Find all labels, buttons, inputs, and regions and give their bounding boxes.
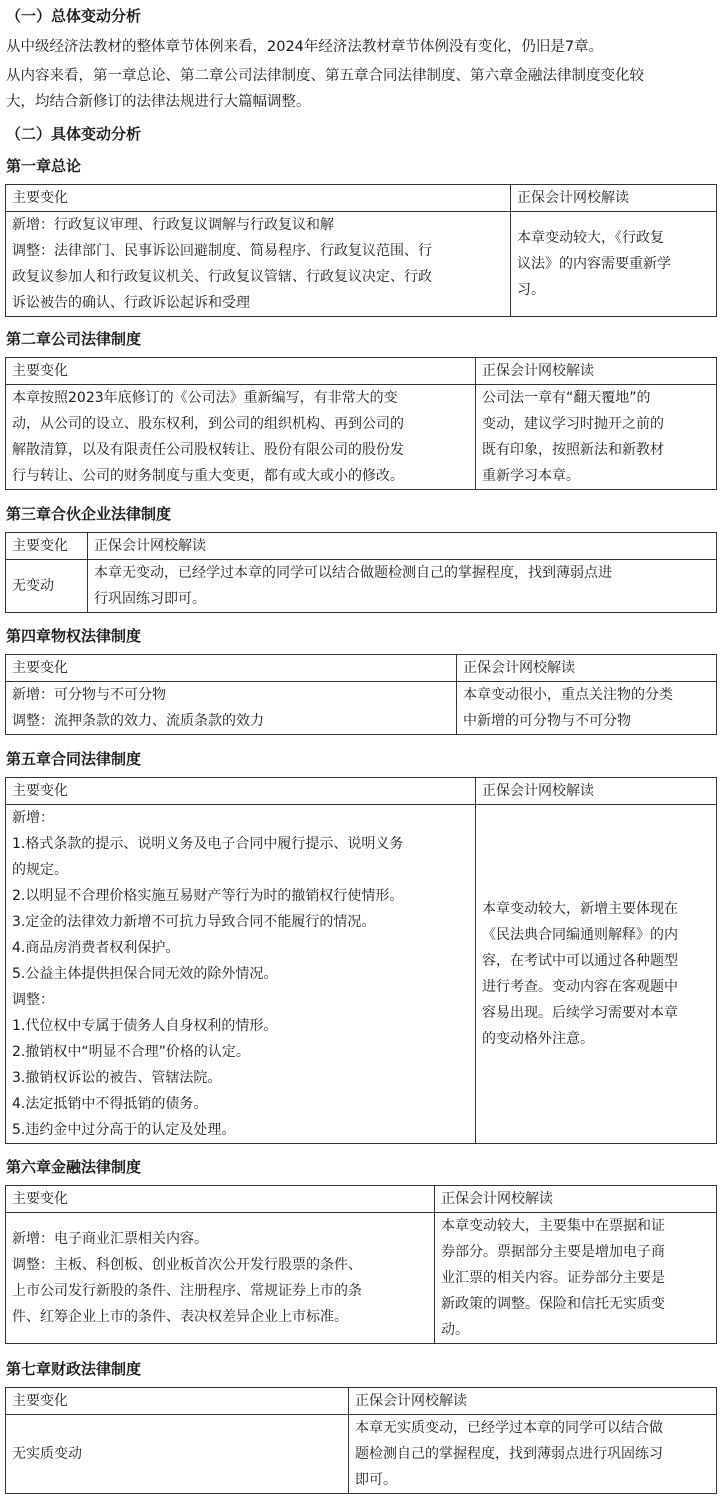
header-main-change: 主要变化 [6, 778, 476, 805]
cell-line: 诉讼被告的确认、行政诉讼起诉和受理 [12, 295, 250, 311]
cell-line: 2.撤销权中“明显不合理”价格的认定。 [12, 1044, 250, 1060]
cell-line: 调整：流押条款的效力、流质条款的效力 [12, 713, 264, 729]
overall-paragraph-1: 从中级经济法教材的整体章节体例来看，2024年经济法教材章节体例没有变化，仍旧是7章。 [6, 39, 604, 55]
header-interpretation: 正保会计网校解读 [349, 1388, 717, 1415]
interpretation-cell [457, 682, 717, 735]
header-main-change: 主要变化 [6, 655, 457, 682]
change-cell [6, 805, 476, 1144]
chapter-title: 第二章公司法律制度 [6, 330, 142, 348]
chapter-title: 第六章金融法律制度 [6, 1158, 142, 1176]
table-header-row [6, 358, 717, 385]
table-header-row [6, 1186, 717, 1213]
header-interpretation: 正保会计网校解读 [457, 655, 717, 682]
overall-paragraph-2 [6, 63, 714, 115]
cell-line: 1.代位权中专属于债务人自身权利的情形。 [12, 1018, 278, 1034]
cell-line: 本章变动较大，《行政复 [517, 230, 664, 246]
cell-line: 4.法定抵销中不得抵销的债务。 [12, 1096, 208, 1112]
table-row [6, 385, 717, 490]
cell-line: 动。 [441, 1322, 469, 1338]
cell-line: 新增：可分物与不可分物 [12, 687, 166, 703]
cell-line: 行与转让、公司的财务制度与重大变更，都有或大或小的修改。 [12, 468, 404, 484]
interpretation-cell [511, 212, 717, 317]
header-main-change: 主要变化 [6, 185, 511, 212]
cell-line: 4.商品房消费者权利保护。 [12, 940, 180, 956]
cell-line: 本章变动较大，主要集中在票据和证 [441, 1218, 665, 1234]
interpretation-cell [435, 1213, 717, 1344]
header-interpretation: 正保会计网校解读 [435, 1186, 717, 1213]
cell-line: 新增：行政复议审理、行政复议调解与行政复议和解 [12, 217, 334, 233]
chapter-table [5, 1387, 717, 1494]
table-row [6, 805, 717, 1144]
paragraph-line: 从内容来看，第一章总论、第二章公司法律制度、第五章合同法律制度、第六章金融法律制度变化较 [6, 68, 644, 84]
chapter-table [5, 184, 717, 317]
cell-line: 本章无实质变动，已经学过本章的同学可以结合做 [355, 1420, 663, 1436]
cell-line: 动，从公司的设立、股东权利，到公司的组织机构、再到公司的 [12, 416, 404, 432]
table-row [6, 560, 717, 613]
chapter-title: 第五章合同法律制度 [6, 750, 142, 768]
header-main-change: 主要变化 [6, 533, 88, 560]
change-cell [6, 560, 88, 613]
cell-line: 业汇票的相关内容。证券部分主要是 [441, 1270, 665, 1286]
change-cell [6, 385, 476, 490]
header-main-change: 主要变化 [6, 1186, 435, 1213]
cell-line: 既有印象，按照新法和新教材 [482, 442, 664, 458]
cell-line: 无实质变动 [12, 1446, 82, 1462]
chapter-table [5, 654, 717, 735]
cell-line: 新增： [12, 810, 54, 826]
table-header-row [6, 1388, 717, 1415]
chapter-table [5, 777, 717, 1144]
table-header-row [6, 655, 717, 682]
change-cell [6, 1415, 349, 1494]
cell-line: 3.撤销权诉讼的被告、管辖法院。 [12, 1070, 222, 1086]
cell-line: 重新学习本章。 [482, 468, 580, 484]
header-interpretation: 正保会计网校解读 [476, 358, 717, 385]
chapter-title: 第四章物权法律制度 [6, 627, 142, 645]
cell-line: 议法》的内容需要重新学 [517, 256, 671, 272]
cell-line: 题检测自己的掌握程度，找到薄弱点进行巩固练习 [355, 1446, 663, 1462]
cell-line: 公司法一章有“翻天覆地”的 [482, 390, 651, 406]
header-interpretation: 正保会计网校解读 [511, 185, 717, 212]
section-heading-overall: （一）总体变动分析 [6, 7, 142, 25]
cell-line: 即可。 [355, 1472, 397, 1488]
cell-line: 件、红筹企业上市的条件、表决权差异企业上市标准。 [12, 1309, 348, 1325]
cell-line: 上市公司发行新股的条件、注册程序、常规证券上市的条 [12, 1283, 362, 1299]
interpretation-cell [88, 560, 717, 613]
change-cell [6, 1213, 435, 1344]
cell-line: 本章按照2023年底修订的《公司法》重新编写，有非常大的变 [12, 390, 398, 406]
header-interpretation: 正保会计网校解读 [88, 533, 717, 560]
cell-line: 无变动 [12, 578, 54, 594]
cell-line: 本章变动很小，重点关注物的分类 [463, 687, 673, 703]
table-row [6, 1213, 717, 1344]
table-header-row [6, 185, 717, 212]
table-row [6, 212, 717, 317]
cell-line: 调整： [12, 992, 54, 1008]
change-cell [6, 212, 511, 317]
table-header-row [6, 778, 717, 805]
cell-line: 容易出现。后续学习需要对本章 [482, 1005, 678, 1021]
cell-line: 的规定。 [12, 862, 68, 878]
table-row [6, 682, 717, 735]
header-main-change: 主要变化 [6, 1388, 349, 1415]
cell-line: 行巩固练习即可。 [94, 591, 206, 607]
chapter-title: 第一章总论 [6, 157, 82, 175]
cell-line: 本章变动较大，新增主要体现在 [482, 901, 678, 917]
cell-line: 1.格式条款的提示、说明义务及电子合同中履行提示、说明义务 [12, 836, 404, 852]
interpretation-cell [476, 805, 717, 1144]
cell-line: 5.违约金中过分高于的认定及处理。 [12, 1122, 236, 1138]
cell-line: 2.以明显不合理价格实施互易财产等行为时的撤销权行使情形。 [12, 888, 404, 904]
cell-line: 变动，建议学习时抛开之前的 [482, 416, 664, 432]
cell-line: 5.公益主体提供担保合同无效的除外情况。 [12, 966, 278, 982]
change-cell [6, 682, 457, 735]
chapter-table [5, 1185, 717, 1344]
chapter-table [5, 532, 717, 613]
chapter-table [5, 357, 717, 490]
cell-line: 进行考查。变动内容在客观题中 [482, 979, 678, 995]
cell-line: 《民法典合同编通则解释》的内 [482, 927, 678, 943]
header-interpretation: 正保会计网校解读 [476, 778, 717, 805]
table-header-row [6, 533, 717, 560]
cell-line: 3.定金的法律效力新增不可抗力导致合同不能履行的情况。 [12, 914, 376, 930]
cell-line: 券部分。票据部分主要是增加电子商 [441, 1244, 665, 1260]
cell-line: 本章无变动，已经学过本章的同学可以结合做题检测自己的掌握程度，找到薄弱点进 [94, 565, 612, 581]
interpretation-cell [349, 1415, 717, 1494]
section-heading-specific: （二）具体变动分析 [6, 125, 142, 143]
cell-line: 的变动格外注意。 [482, 1031, 594, 1047]
cell-line: 调整：主板、科创板、创业板首次公开发行股票的条件、 [12, 1257, 362, 1273]
cell-line: 容，在考试中可以通过各种题型 [482, 953, 678, 969]
cell-line: 调整：法律部门、民事诉讼回避制度、简易程序、行政复议范围、行 [12, 243, 432, 259]
cell-line: 解散清算，以及有限责任公司股权转让、股份有限公司的股份发 [12, 442, 404, 458]
chapter-title: 第七章财政法律制度 [6, 1360, 142, 1378]
cell-line: 新政策的调整。保险和信托无实质变 [441, 1296, 665, 1312]
cell-line: 政复议参加人和行政复议机关、行政复议管辖、行政复议决定、行政 [12, 269, 432, 285]
cell-line: 中新增的可分物与不可分物 [463, 713, 631, 729]
cell-line: 新增：电子商业汇票相关内容。 [12, 1231, 208, 1247]
cell-line: 习。 [517, 282, 545, 298]
table-row [6, 1415, 717, 1494]
chapter-title: 第三章合伙企业法律制度 [6, 505, 172, 523]
paragraph-line: 大，均结合新修订的法律法规进行大篇幅调整。 [6, 94, 311, 110]
header-main-change: 主要变化 [6, 358, 476, 385]
interpretation-cell [476, 385, 717, 490]
